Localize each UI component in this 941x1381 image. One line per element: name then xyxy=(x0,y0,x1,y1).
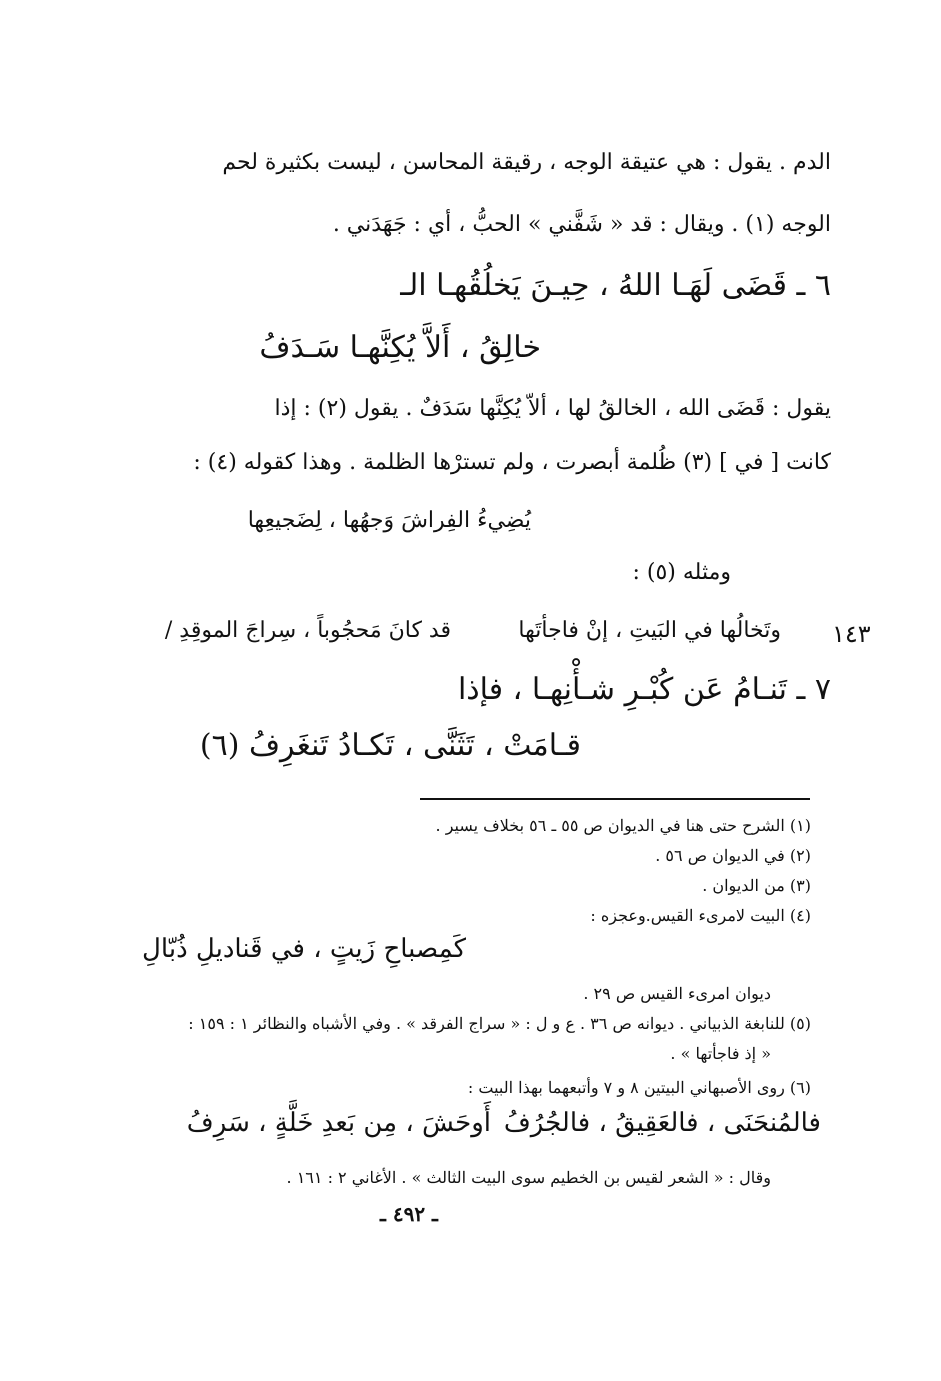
footnote-5-line-1: (٥) للنابغة الذبياني . ديوانه ص ٣٦ . ع و ل : « سراج الفرقد » . وفي الأشباه والنظائر ١ : ١٥٩ : xyxy=(188,1014,811,1033)
footnote-6: (٦) روى الأصبهاني البيتين ٨ و ٧ وأتبعهما بهذا البيت : xyxy=(467,1078,811,1097)
footnote-6-verse-left: فالمُنحَنَى ، فالعَقِيقُ ، فالجُرُفُ xyxy=(503,1108,821,1138)
margin-page-number: ١٤٣ xyxy=(832,620,871,648)
verse-6-first-line: ٦ ـ قَضَى لَهَـا اللهُ ، حِيـنَ يَخلُقُهـا الـ xyxy=(400,268,831,303)
verse-6-second-line: خالِقُ ، أَلاَّ يُكِنَّهـا سَـدَفُ xyxy=(259,330,541,365)
footnote-separator xyxy=(420,798,810,800)
prose-line-1: الدم . يقول : هي عتيقة الوجه ، رقيقة المحاسن ، ليست بكثيرة لحم xyxy=(222,150,831,175)
verse-7-second-line: قـامَتْ ، تَثَنَّى ، تَكـادُ تَنغَرِفُ (٦) xyxy=(199,728,581,763)
verse-7-first-line: ٧ ـ تَنـامُ عَن كُبْـرِ شـأْنِهـا ، فإذا xyxy=(457,672,831,707)
footnote-4-verse: كَمِصباحِ زَيتٍ ، في قَناديلِ ذُبّالِ xyxy=(142,934,466,964)
inline-verse-left: قد كانَ مَحجُوباً ، سِراجَ الموقِدِ / xyxy=(164,618,451,643)
footnote-4-source: ديوان امرىء القيس ص ٢٩ . xyxy=(583,984,771,1003)
footnote-4: (٤) البيت لامرىء القيس.وعجزه : xyxy=(590,906,811,925)
prose-line-3: يقول : قَضَى الله ، الخالقُ لها ، ألاّ يُكِنَّها سَدَفٌ . يقول (٢) : إذا xyxy=(274,396,831,421)
prose-line-6: ومثله (٥) : xyxy=(632,560,731,585)
prose-line-2: الوجه (١) . ويقال : قد « شَفَّني » الحبُّ ، أي : جَهَدَني . xyxy=(332,212,831,237)
footnote-3: (٣) من الديوان . xyxy=(702,876,811,895)
prose-line-4: كانت [ في ] (٣) ظُلمة أبصرت ، ولم تسترْها الظلمة . وهذا كقوله (٤) : xyxy=(193,450,831,475)
footnote-6-verse-right: أَوحَشَ ، مِن بَعدِ خَلَّةٍ ، سَرِفُ xyxy=(186,1108,491,1138)
inline-verse-right: وتَخالُها في البَيتِ ، إنْ فاجأتَها xyxy=(518,618,781,643)
prose-line-5: يُضِيءُ الفِراشَ وَجهُها ، لِضَجيعِها xyxy=(247,508,531,533)
footnote-5-line-2: « إذ فاجأتها » . xyxy=(670,1044,771,1063)
page-number: ـ ٤٩٢ ـ xyxy=(380,1202,438,1226)
footnote-2: (٢) في الديوان ص ٥٦ . xyxy=(655,846,811,865)
footnote-6-source: وقال : « الشعر لقيس بن الخطيم سوى البيت الثالث » . الأغاني ٢ : ١٦١ . xyxy=(286,1168,771,1187)
footnote-1: (١) الشرح حتى هنا في الديوان ص ٥٥ ـ ٥٦ بخلاف يسير . xyxy=(435,816,811,835)
